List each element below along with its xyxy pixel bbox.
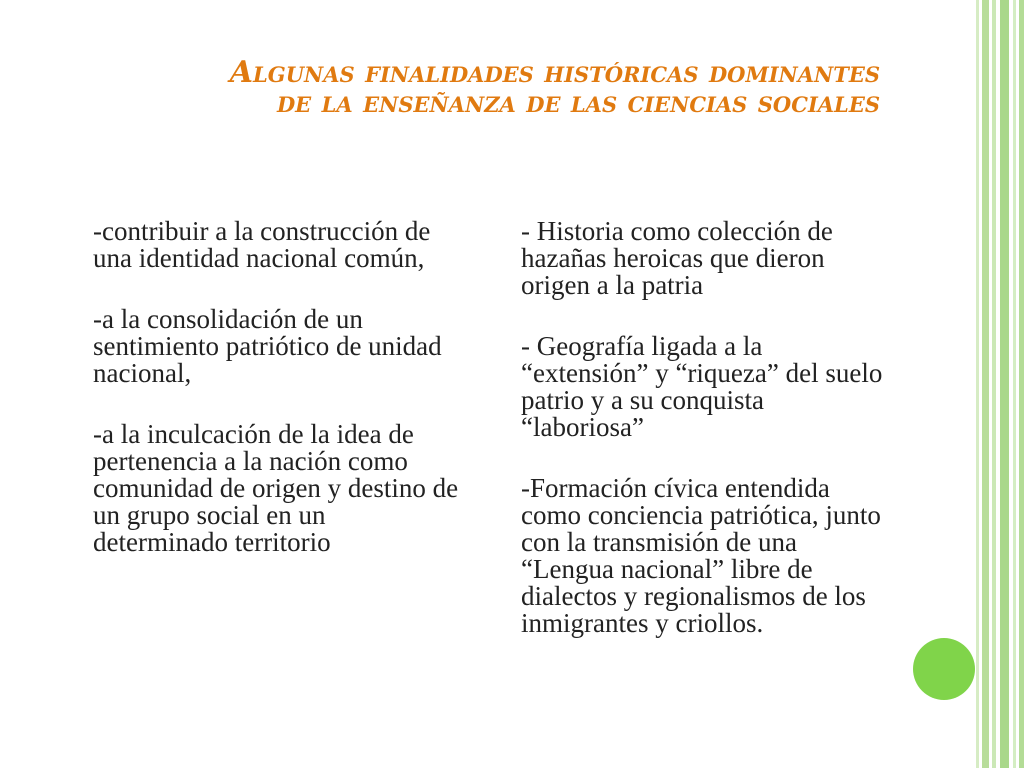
right-item-historia: - Historia como colección de hazañas heroicas que dieron origen a la patria — [521, 216, 833, 300]
left-column — [93, 218, 463, 590]
right-item-geografia: - Geografía ligada a la “extensión” y “riqueza” del suelo patrio y a su conquista “laboriosa” — [521, 331, 883, 442]
right-column — [521, 218, 891, 671]
decorative-green-circle — [913, 638, 975, 700]
decorative-stripe — [1019, 0, 1024, 768]
left-item-inculcacion: -a la inculcación de la idea de pertenencia a la nación como comunidad de origen y destino de un grupo social en un determinado territorio — [93, 419, 459, 557]
slide-title-line-1: Algunas finalidades históricas dominantes — [229, 55, 880, 90]
decorative-stripe — [982, 0, 989, 768]
slide-title — [80, 55, 880, 120]
decorative-stripe — [1000, 0, 1009, 768]
left-item-consolidacion: -a la consolidación de un sentimiento patriótico de unidad nacional, — [93, 304, 442, 388]
right-item-formacion-civica: -Formación cívica entendida como conciencia patriótica, junto con la transmisión de una “Lengua nacional” libre de dialectos y regionalismos de los inmigrantes y criollos. — [521, 473, 881, 638]
decorative-stripe — [992, 0, 996, 768]
decorative-stripe — [1013, 0, 1016, 768]
decorative-stripe — [976, 0, 979, 768]
slide-title-line-2: de la enseñanza de las ciencias sociales — [276, 85, 880, 120]
left-item-identidad: -contribuir a la construcción de una identidad nacional común, — [93, 216, 431, 273]
